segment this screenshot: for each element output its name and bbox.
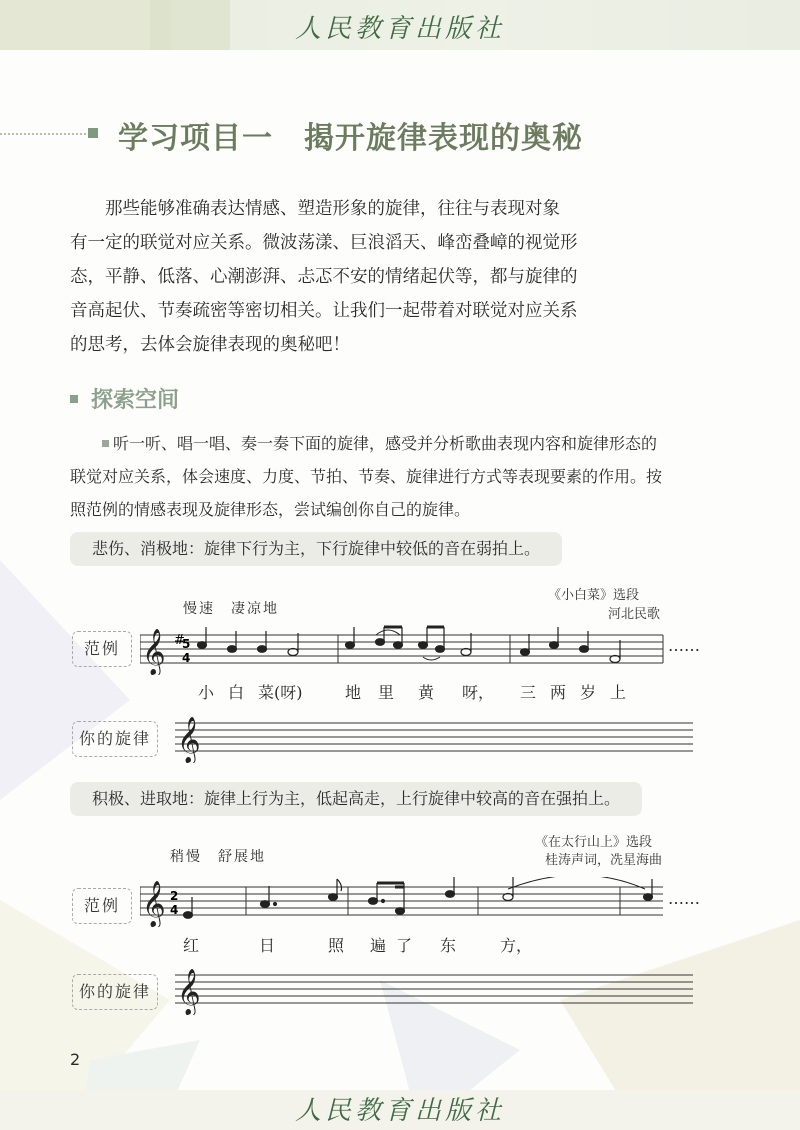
example2-label: 积极、进取地：旋律上行为主，低起高走，上行旋律中较高的音在强拍上。	[70, 782, 642, 816]
example2-tempo: 稍慢 舒展地	[170, 849, 266, 865]
example1-label: 悲伤、消极地：旋律下行为主，下行旋律中较低的音在弱拍上。	[70, 532, 562, 566]
example1-origin: 河北民歌	[608, 607, 661, 622]
example2-origin: 桂涛声词，冼星海曲	[545, 853, 663, 868]
treble-clef-icon: 𝄞	[177, 717, 201, 763]
section-bullet	[70, 395, 78, 403]
lyric: 方，	[500, 936, 533, 955]
lyric: 地	[345, 683, 362, 702]
lyric: 遍	[370, 936, 387, 955]
key-signature: #	[174, 633, 185, 648]
instruction-bullet	[102, 440, 109, 447]
treble-clef-icon: 𝄞	[142, 881, 166, 927]
lyric: 菜(呀)	[258, 683, 303, 702]
title-dotted-line	[0, 133, 90, 135]
your-melody-staff-1[interactable]	[175, 713, 695, 763]
title-bullet	[88, 128, 98, 138]
lyric: 呀，	[462, 683, 495, 702]
lyric: 黄	[418, 683, 435, 702]
intro-line: 那些能够准确表达情感、塑造形象的旋律，往往与表现对象	[105, 199, 560, 219]
lyric: 日	[259, 936, 276, 955]
continuation-mark: ……	[668, 636, 700, 655]
instruction-paragraph	[70, 427, 670, 526]
time-sig-top: 5	[182, 637, 191, 651]
lyric: 小	[198, 683, 215, 702]
example1-tempo: 慢速 凄凉地	[183, 601, 279, 617]
intro-line: 的思考，去体会旋律表现的奥秘吧！	[70, 335, 350, 355]
example-tag: 范例	[72, 888, 132, 924]
example2-staff	[140, 877, 700, 927]
instruction-text: 听一听、唱一唱、奏一奏下面的旋律，感受并分析歌曲表现内容和旋律形态的联觉对应关系，体会速度、力度、节拍、节奏、旋律进行方式等表现要素的作用。按照范例的情感表现及旋律形态，尝试编创你自己的旋律。	[70, 434, 663, 519]
example2-source: 《在太行山上》选段	[535, 835, 653, 850]
example1-staff	[140, 625, 700, 675]
intro-line: 态，平静、低落、心潮澎湃、忐忑不安的情绪起伏等，都与旋律的	[70, 267, 578, 287]
intro-line: 音高起伏、节奏疏密等密切相关。让我们一起带着对联觉对应关系	[70, 301, 578, 321]
lyric: 上	[610, 683, 627, 702]
time-sig-bottom: 4	[182, 651, 191, 665]
intro-line: 有一定的联觉对应关系。微波荡漾、巨浪滔天、峰峦叠嶂的视觉形	[70, 233, 578, 253]
your-melody-tag: 你的旋律	[72, 721, 158, 757]
your-melody-tag: 你的旋律	[72, 974, 158, 1010]
page-number: 2	[70, 1050, 81, 1069]
lyric: 红	[183, 936, 200, 955]
treble-clef-icon: 𝄞	[177, 969, 201, 1015]
lyric: 三	[520, 683, 537, 702]
example-tag: 范例	[72, 631, 132, 667]
continuation-mark: ……	[668, 889, 700, 908]
lyric: 两	[550, 683, 567, 702]
lyric: 白	[228, 683, 245, 702]
lyric: 里	[378, 683, 395, 702]
lyric: 照	[328, 936, 345, 955]
section-title: 探索空间	[91, 388, 180, 413]
intro-paragraph	[70, 192, 610, 362]
example1-source: 《小白菜》选段	[548, 588, 640, 603]
time-sig-bottom: 4	[170, 903, 179, 917]
time-sig-top: 2	[170, 889, 179, 903]
footer-publisher-logo: 人民教育出版社	[294, 1096, 505, 1126]
page-title: 学习项目一 揭开旋律表现的奥秘	[118, 121, 583, 156]
lyric: 岁	[580, 683, 597, 702]
header-band	[0, 0, 800, 50]
publisher-logo: 人民教育出版社	[294, 14, 505, 44]
lyric: 东	[440, 936, 457, 955]
treble-clef-icon: 𝄞	[142, 629, 166, 675]
lyric: 了	[396, 936, 413, 955]
your-melody-staff-2[interactable]	[175, 965, 695, 1015]
